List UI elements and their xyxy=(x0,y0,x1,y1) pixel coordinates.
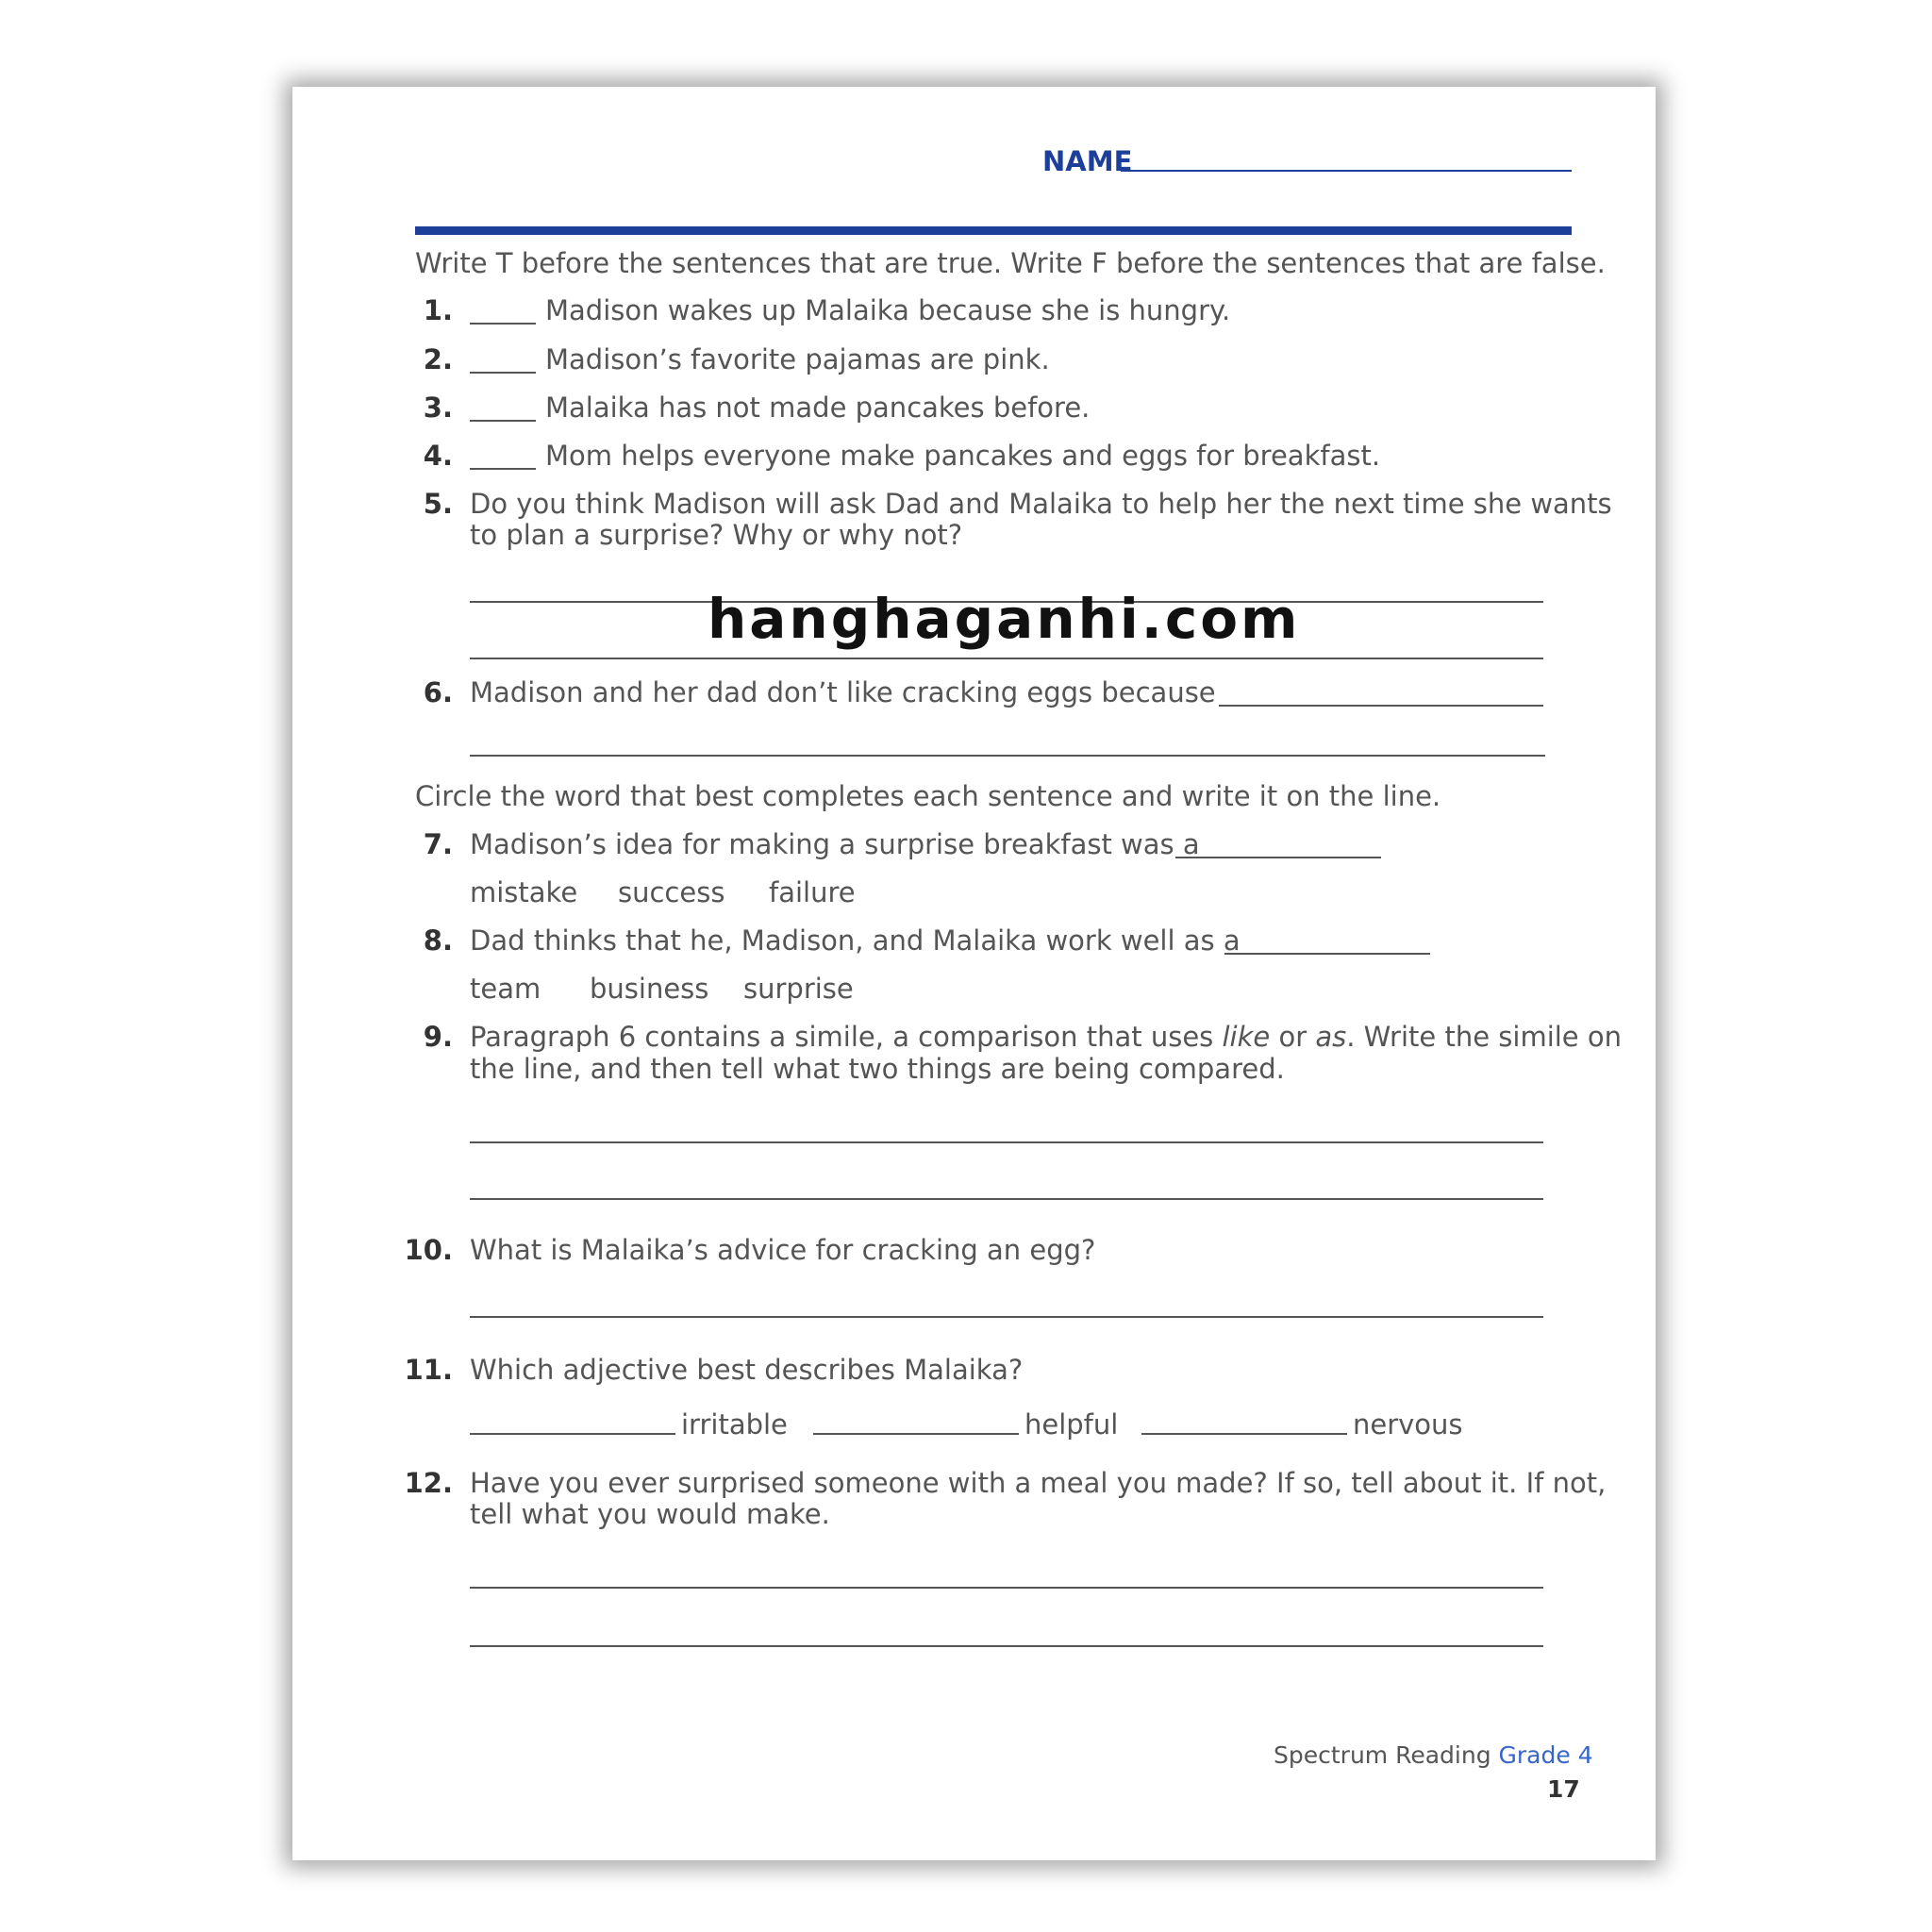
answer-line[interactable] xyxy=(470,1316,1543,1318)
question-text-line2: to plan a surprise? Why or why not? xyxy=(470,519,963,551)
page-number: 17 xyxy=(1547,1775,1580,1803)
instruction-true-false: Write T before the sentences that are true. Write F before the sentences that are false. xyxy=(415,247,1606,279)
italic-word-like: like xyxy=(1222,1021,1271,1053)
footer-series xyxy=(1274,1741,1593,1769)
name-label: NAME xyxy=(1042,145,1133,177)
question-number: 8. xyxy=(423,924,453,957)
watermark-text: hanghaganhi.com xyxy=(708,587,1301,651)
question-number: 4. xyxy=(423,440,453,472)
answer-line[interactable] xyxy=(813,1433,1019,1435)
question-text: Dad thinks that he, Madison, and Malaika work well as a xyxy=(470,924,1241,957)
question-number: 6. xyxy=(423,676,453,708)
question-text: Madison wakes up Malaika because she is hungry. xyxy=(545,294,1231,326)
footer-series-name: Spectrum Reading xyxy=(1274,1741,1491,1769)
choice-word[interactable]: team xyxy=(470,973,541,1005)
answer-line[interactable] xyxy=(1141,1433,1347,1435)
question-text-part: Paragraph 6 contains a simile, a comparison that uses xyxy=(470,1021,1223,1053)
answer-line[interactable] xyxy=(470,1645,1543,1647)
question-text: What is Malaika’s advice for cracking an egg? xyxy=(470,1234,1096,1266)
question-number: 7. xyxy=(423,828,453,860)
answer-line[interactable] xyxy=(1219,705,1543,707)
choice-word: irritable xyxy=(681,1408,788,1441)
question-number: 5. xyxy=(423,488,453,520)
question-text-line1 xyxy=(470,1021,1622,1053)
choice-word[interactable]: business xyxy=(590,973,709,1005)
answer-line[interactable] xyxy=(1224,953,1430,955)
question-number: 1. xyxy=(423,294,453,326)
question-text: Madison’s favorite pajamas are pink. xyxy=(545,343,1050,375)
answer-line[interactable] xyxy=(470,658,1543,659)
answer-blank[interactable] xyxy=(470,445,536,470)
choice-word: nervous xyxy=(1353,1408,1463,1441)
question-text: Malaika has not made pancakes before. xyxy=(545,391,1091,424)
question-text: Madison’s idea for making a surprise breakfast was a xyxy=(470,828,1200,860)
answer-blank[interactable] xyxy=(470,397,536,422)
question-text: Which adjective best describes Malaika? xyxy=(470,1354,1024,1386)
question-number: 9. xyxy=(423,1021,453,1053)
question-text: Mom helps everyone make pancakes and eggs for breakfast. xyxy=(545,440,1381,472)
question-number: 10. xyxy=(404,1234,453,1266)
question-text-part: . Write the simile on xyxy=(1346,1021,1622,1053)
answer-line[interactable] xyxy=(470,755,1545,757)
question-text-line1: Have you ever surprised someone with a meal you made? If so, tell about it. If not, xyxy=(470,1467,1607,1499)
answer-blank[interactable] xyxy=(470,300,536,325)
choice-word[interactable]: surprise xyxy=(743,973,854,1005)
worksheet-page xyxy=(292,87,1656,1860)
answer-line[interactable] xyxy=(470,1433,675,1435)
question-number: 2. xyxy=(423,343,453,375)
answer-line[interactable] xyxy=(470,1141,1543,1143)
question-number: 11. xyxy=(404,1354,453,1386)
italic-word-as: as xyxy=(1315,1021,1347,1053)
question-text: Madison and her dad don’t like cracking eggs because xyxy=(470,676,1216,708)
question-number: 3. xyxy=(423,391,453,424)
choice-word[interactable]: success xyxy=(618,876,725,908)
question-text-part: or xyxy=(1270,1021,1316,1053)
question-number: 12. xyxy=(404,1467,453,1499)
footer-grade: Grade 4 xyxy=(1498,1741,1593,1769)
answer-line[interactable] xyxy=(1175,857,1381,858)
question-text-line2: tell what you would make. xyxy=(470,1498,830,1530)
choice-word[interactable]: failure xyxy=(769,876,856,908)
question-text-line1: Do you think Madison will ask Dad and Malaika to help her the next time she wants xyxy=(470,488,1612,520)
instruction-circle-word: Circle the word that best completes each sentence and write it on the line. xyxy=(415,780,1441,812)
header-rule xyxy=(415,226,1572,235)
question-text-line2: the line, and then tell what two things are being compared. xyxy=(470,1053,1285,1085)
answer-blank[interactable] xyxy=(470,349,536,374)
answer-line[interactable] xyxy=(470,1587,1543,1589)
choice-word[interactable]: mistake xyxy=(470,876,578,908)
answer-line[interactable] xyxy=(470,1198,1543,1200)
name-field-line[interactable] xyxy=(1121,170,1572,172)
choice-word: helpful xyxy=(1024,1408,1119,1441)
